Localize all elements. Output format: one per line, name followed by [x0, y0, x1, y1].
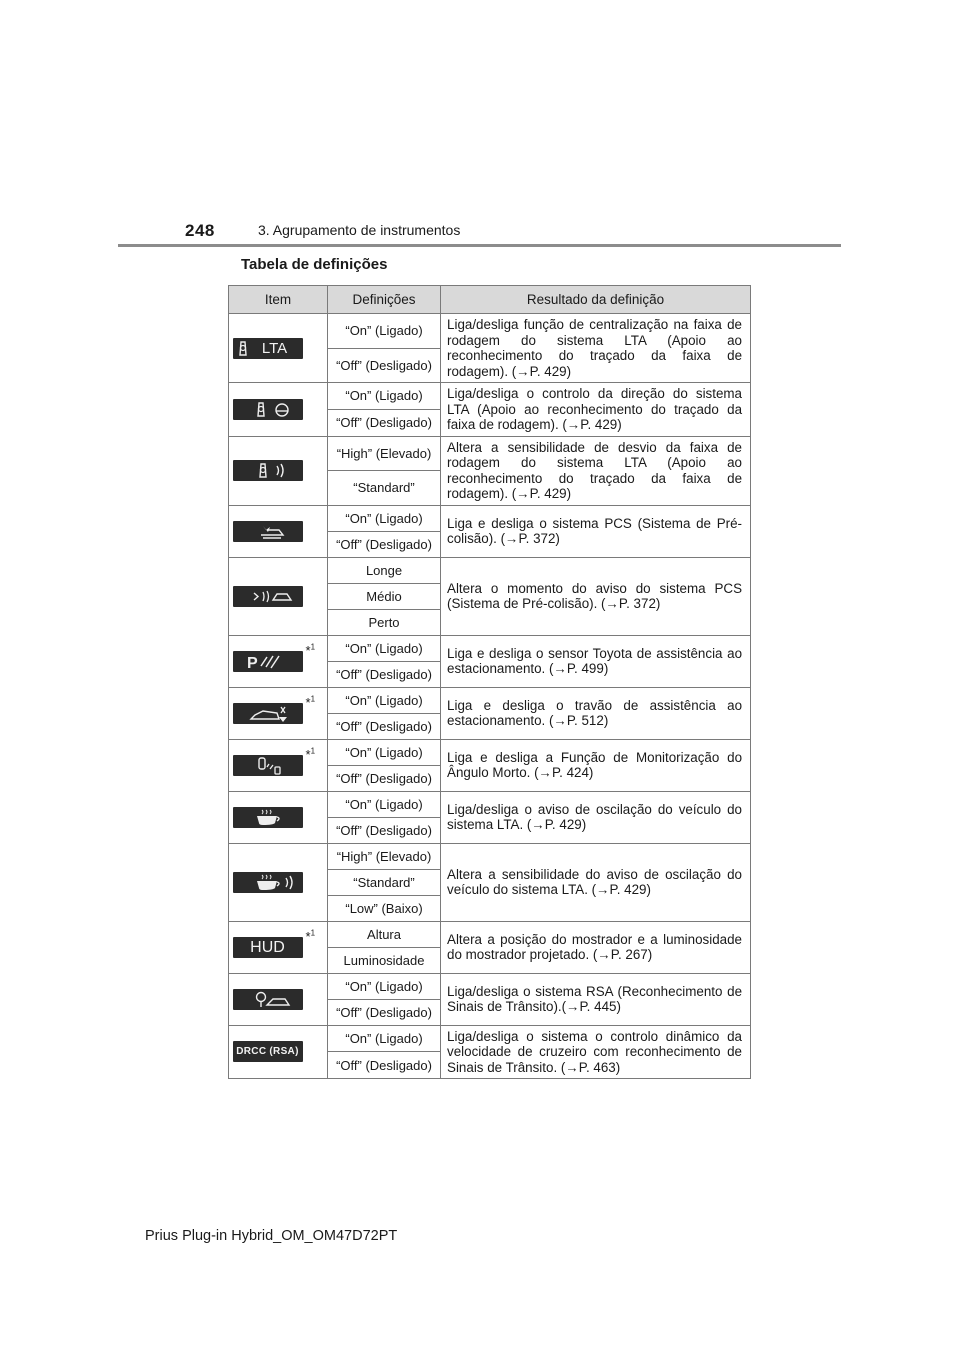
- table-row: [229, 687, 751, 713]
- footnote-cell: [305, 505, 328, 557]
- setting-option: “Standard”: [328, 869, 441, 895]
- setting-result: Liga/desliga o sistema o controlo dinâmico da velocidade de cruzeiro com reconhecimento de Sinais de Trânsito. (→P. 463): [441, 1025, 751, 1079]
- setting-option: “Off” (Desligado): [328, 409, 441, 436]
- setting-option: “Off” (Desligado): [328, 661, 441, 687]
- item-cell: [229, 843, 305, 921]
- setting-result: Liga e desliga o travão de assistência ao estacionamento. (→P. 512): [441, 687, 751, 739]
- table-row: [229, 505, 751, 531]
- sway-warning-icon-glyph: [233, 807, 303, 828]
- sway-warning-sensitivity-icon-glyph: [233, 872, 303, 893]
- section-title: 3. Agrupamento de instrumentos: [258, 222, 461, 238]
- item-cell: [229, 973, 305, 1025]
- setting-option: “High” (Elevado): [328, 436, 441, 471]
- footnote-number: 1: [310, 746, 316, 756]
- setting-option: “On” (Ligado): [328, 505, 441, 531]
- setting-result: Altera o momento do aviso do sistema PCS (Sistema de Pré-colisão). (→P. 372): [441, 557, 751, 635]
- setting-option: “On” (Ligado): [328, 973, 441, 999]
- hud-icon: [233, 937, 303, 958]
- lane-steering-control-icon: [233, 399, 303, 420]
- icon-label: LTA: [261, 339, 288, 357]
- item-cell: [229, 739, 305, 791]
- header-rule: [118, 244, 841, 247]
- setting-result: Liga/desliga o controlo da direção do sistema LTA (Apoio ao reconhecimento do traçado da faixa de rodagem). (→P. 429): [441, 383, 751, 437]
- sway-warning-icon: [233, 807, 303, 828]
- parking-brake-assist-icon-glyph: [233, 703, 303, 724]
- blind-spot-monitor-icon-glyph: [233, 755, 303, 776]
- table-title: Tabela de definições: [241, 256, 388, 273]
- lta-steering-icon: [233, 338, 303, 359]
- table-row: [229, 557, 751, 583]
- setting-option: “On” (Ligado): [328, 314, 441, 349]
- footnote-cell: [305, 635, 328, 687]
- footnote-marker: [306, 695, 316, 710]
- footer-title: Prius Plug-in Hybrid_OM_OM47D72PT: [145, 1228, 398, 1244]
- item-cell: [229, 314, 305, 383]
- footnote-cell: [305, 687, 328, 739]
- setting-result: Liga e desliga o sensor Toyota de assistência ao estacionamento. (→P. 499): [441, 635, 751, 687]
- setting-result: Liga/desliga função de centralização na faixa de rodagem do sistema LTA (Apoio ao reconhecimento do traçado da faixa de rodagem). (→P. 429): [441, 314, 751, 383]
- item-cell: [229, 791, 305, 843]
- setting-option: “Off” (Desligado): [328, 348, 441, 383]
- footnote-cell: [305, 843, 328, 921]
- settings-table: [228, 285, 751, 1079]
- header-result: Resultado da definição: [441, 286, 751, 314]
- footnote-star: *: [305, 928, 311, 944]
- item-cell: [229, 1025, 305, 1079]
- setting-option: “Low” (Baixo): [328, 895, 441, 921]
- item-cell: [229, 436, 305, 505]
- setting-option: “On” (Ligado): [328, 687, 441, 713]
- setting-option: Longe: [328, 557, 441, 583]
- item-cell: [229, 557, 305, 635]
- lane-departure-sensitivity-icon-glyph: [233, 460, 303, 481]
- setting-option: “Off” (Desligado): [328, 765, 441, 791]
- road-sign-assist-icon: [233, 989, 303, 1010]
- parking-brake-assist-icon: [233, 703, 303, 724]
- setting-option: “High” (Elevado): [328, 843, 441, 869]
- parking-sensor-icon-glyph: [233, 651, 303, 672]
- table-row: [229, 921, 751, 947]
- footnote-cell: [305, 973, 328, 1025]
- blind-spot-monitor-icon: [233, 755, 303, 776]
- page-number: 248: [185, 221, 215, 240]
- setting-option: “Off” (Desligado): [328, 817, 441, 843]
- setting-option: “Standard”: [328, 471, 441, 506]
- pcs-warning-timing-icon: [233, 586, 303, 607]
- setting-option: Luminosidade: [328, 947, 441, 973]
- table-row: [229, 383, 751, 410]
- footnote-star: *: [305, 694, 311, 710]
- footnote-cell: [305, 314, 328, 383]
- setting-option: Médio: [328, 583, 441, 609]
- table-row: [229, 791, 751, 817]
- pcs-icon-glyph: [233, 521, 303, 542]
- table-row: [229, 436, 751, 471]
- footnote-number: 1: [310, 928, 316, 938]
- icon-label: DRCC (RSA): [236, 1046, 299, 1058]
- setting-option: Perto: [328, 609, 441, 635]
- footnote-cell: [305, 921, 328, 973]
- setting-result: Liga e desliga o sistema PCS (Sistema de Pré-colisão). (→P. 372): [441, 505, 751, 557]
- setting-result: Liga/desliga o aviso de oscilação do veículo do sistema LTA. (→P. 429): [441, 791, 751, 843]
- setting-option: Altura: [328, 921, 441, 947]
- footnote-marker: [306, 929, 316, 944]
- setting-option: “On” (Ligado): [328, 791, 441, 817]
- footnote-number: 1: [310, 694, 316, 704]
- setting-option: “On” (Ligado): [328, 1025, 441, 1052]
- pcs-icon: [233, 521, 303, 542]
- road-sign-assist-icon-glyph: [233, 989, 303, 1010]
- header-settings: Definições: [328, 286, 441, 314]
- pcs-warning-timing-icon-glyph: [233, 586, 303, 607]
- table-row: [229, 739, 751, 765]
- setting-option: “Off” (Desligado): [328, 999, 441, 1025]
- table-row: [229, 1025, 751, 1052]
- setting-option: “On” (Ligado): [328, 383, 441, 410]
- setting-result: Altera a sensibilidade de desvio da faixa de rodagem do sistema LTA (Apoio ao reconhecimento do traçado da faixa de rodagem). (→P. 429): [441, 436, 751, 505]
- footnote-marker: [306, 747, 316, 762]
- footnote-number: 1: [310, 642, 316, 652]
- lane-steering-control-icon-glyph: [233, 399, 303, 420]
- footnote-cell: [305, 383, 328, 437]
- setting-result: Liga/desliga o sistema RSA (Reconhecimento de Sinais de Trânsito).(→P. 445): [441, 973, 751, 1025]
- footnote-cell: [305, 739, 328, 791]
- drcc-rsa-icon: [233, 1041, 303, 1062]
- setting-option: “Off” (Desligado): [328, 713, 441, 739]
- setting-result: Altera a posição do mostrador e a luminosidade do mostrador projetado. (→P. 267): [441, 921, 751, 973]
- setting-option: “On” (Ligado): [328, 739, 441, 765]
- table-row: [229, 314, 751, 349]
- item-cell: [229, 383, 305, 437]
- lane-departure-sensitivity-icon: [233, 460, 303, 481]
- sway-warning-sensitivity-icon: [233, 872, 303, 893]
- table-row: [229, 635, 751, 661]
- item-cell: [229, 505, 305, 557]
- table-row: [229, 843, 751, 869]
- item-cell: [229, 635, 305, 687]
- parking-sensor-icon: [233, 651, 303, 672]
- footnote-marker: [306, 643, 316, 658]
- item-cell: [229, 687, 305, 739]
- table-row: [229, 973, 751, 999]
- footnote-cell: [305, 791, 328, 843]
- footnote-star: *: [305, 746, 311, 762]
- setting-result: Altera a sensibilidade do aviso de oscilação do veículo do sistema LTA. (→P. 429): [441, 843, 751, 921]
- setting-option: “Off” (Desligado): [328, 1052, 441, 1079]
- setting-option: “Off” (Desligado): [328, 531, 441, 557]
- setting-option: “On” (Ligado): [328, 635, 441, 661]
- footnote-cell: [305, 557, 328, 635]
- table-header-row: [229, 286, 751, 314]
- setting-result: Liga e desliga a Função de Monitorização do Ângulo Morto. (→P. 424): [441, 739, 751, 791]
- svg-text:P: P: [246, 654, 258, 672]
- footnote-cell: [305, 436, 328, 505]
- icon-label: HUD: [250, 938, 285, 956]
- header-item: Item: [229, 286, 328, 314]
- footnote-star: *: [305, 642, 311, 658]
- footnote-cell: [305, 1025, 328, 1079]
- item-cell: [229, 921, 305, 973]
